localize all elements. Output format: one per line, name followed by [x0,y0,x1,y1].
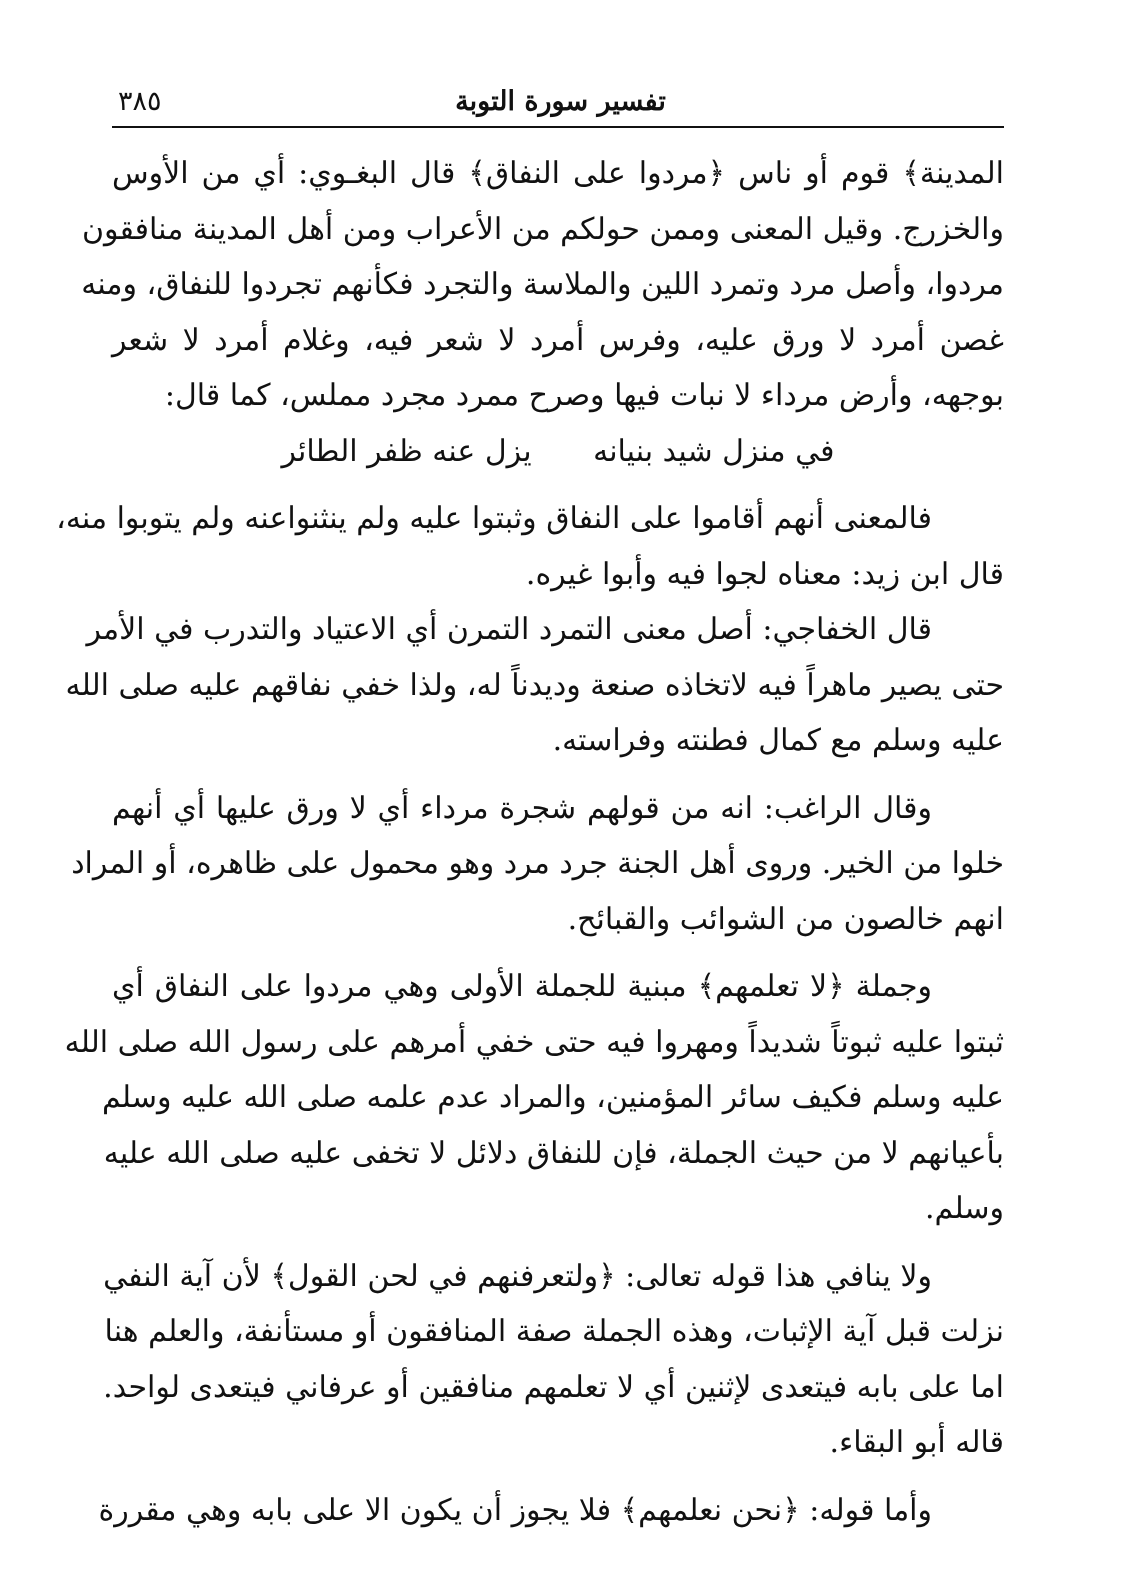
body-text [56,146,1004,1538]
text-line: عليه وسلم مع كمال فطنته وفراسته. [552,723,1004,758]
paragraph [64,959,1004,1237]
text-line: مردوا، وأصل مرد وتمرد اللين والملاسة والتجرد فكأنهم تجردوا للنفاق، ومنه [81,267,1004,302]
text-line: بأعيانهم لا من حيث الجملة، فإن للنفاق دلائل لا تخفى عليه صلى الله عليه [103,1135,1004,1171]
text-line: ثبتوا عليه ثبوتاً شديداً ومهروا فيه حتى خفي أمرهم على رسول الله صلى الله [64,1024,1004,1060]
text-line: المدينة﴾ قوم أو ناس ﴿مردوا على النفاق﴾ قال البغـوي: أي من الأوس [112,156,1004,191]
text-line: اما على بابه فيتعدى لإثنين أي لا تعلمهم منافقين أو عرفاني فيتعدى لواحد. [103,1369,1004,1405]
running-title: تفسير سورة التوبة [455,86,666,117]
paragraph [98,1483,1004,1539]
text-line: فالمعنى أنهم أقاموا على النفاق وثبتوا عليه ولم ينثنواعنه ولم يتوبوا منه، [56,501,932,536]
text-line: قال الخفاجي: أصل معنى التمرد التمرن أي الاعتياد والتدرب في الأمر [86,612,932,647]
paragraph [71,781,1004,948]
text-line: وسلم. [924,1191,1004,1226]
text-line: عليه وسلم فكيف سائر المؤمنين، والمراد عدم علمه صلى الله عليه وسلم [101,1080,1004,1115]
paragraph [56,491,1004,602]
header-rule [112,126,1004,128]
text-line: بوجهه، وأرض مرداء لا نبات فيها وصرح ممرد مجرد مملس، كما قال: [164,378,1004,413]
text-line: انهم خالصون من الشوائب والقبائح. [567,901,1004,937]
text-line: قال ابن زيد: معناه لجوا فيه وأبوا غيره. [525,556,1004,592]
poetry-verse [112,424,1004,480]
page-header [118,82,1003,122]
text-line: وجملة ﴿لا تعلمهم﴾ مبنية للجملة الأولى وهي مردوا على النفاق أي [112,969,932,1004]
text-line: حتى يصير ماهراً فيه لاتخاذه صنعة وديدناً له، ولذا خفي نفاقهم عليه صلى الله [65,667,1004,703]
text-line: غصن أمرد لا ورق عليه، وفرس أمرد لا شعر فيه، وغلام أمرد لا شعر [112,322,1004,358]
page-number: ٣٨٥ [118,86,162,117]
paragraph [65,602,1004,769]
text-line: ولا ينافي هذا قوله تعالى: ﴿ولتعرفنهم في لحن القول﴾ لأن آية النفي [103,1258,932,1294]
paragraph [103,1249,1004,1471]
text-line: والخزرج. وقيل المعنى وممن حولكم من الأعراب ومن أهل المدينة منافقون [81,211,1004,247]
text-line: وأما قوله: ﴿نحن نعلمهم﴾ فلا يجوز أن يكون الا على بابه وهي مقررة [98,1492,932,1528]
text-line: خلوا من الخير. وروى أهل الجنة جرد مرد وهو محمول على ظاهره، أو المراد [71,846,1004,881]
text-line: نزلت قبل آية الإثبات، وهذه الجملة صفة المنافقون أو مستأنفة، والعلم هنا [104,1314,1004,1349]
verse-second-hemistich: يزل عنه ظفر الطائر [281,433,532,469]
paragraph [81,146,1004,424]
text-line: قاله أبو البقاء. [829,1425,1004,1460]
verse-first-hemistich: في منزل شيد بنيانه [593,433,835,469]
text-line: وقال الراغب: انه من قولهم شجرة مرداء أي لا ورق عليها أي أنهم [112,790,932,826]
